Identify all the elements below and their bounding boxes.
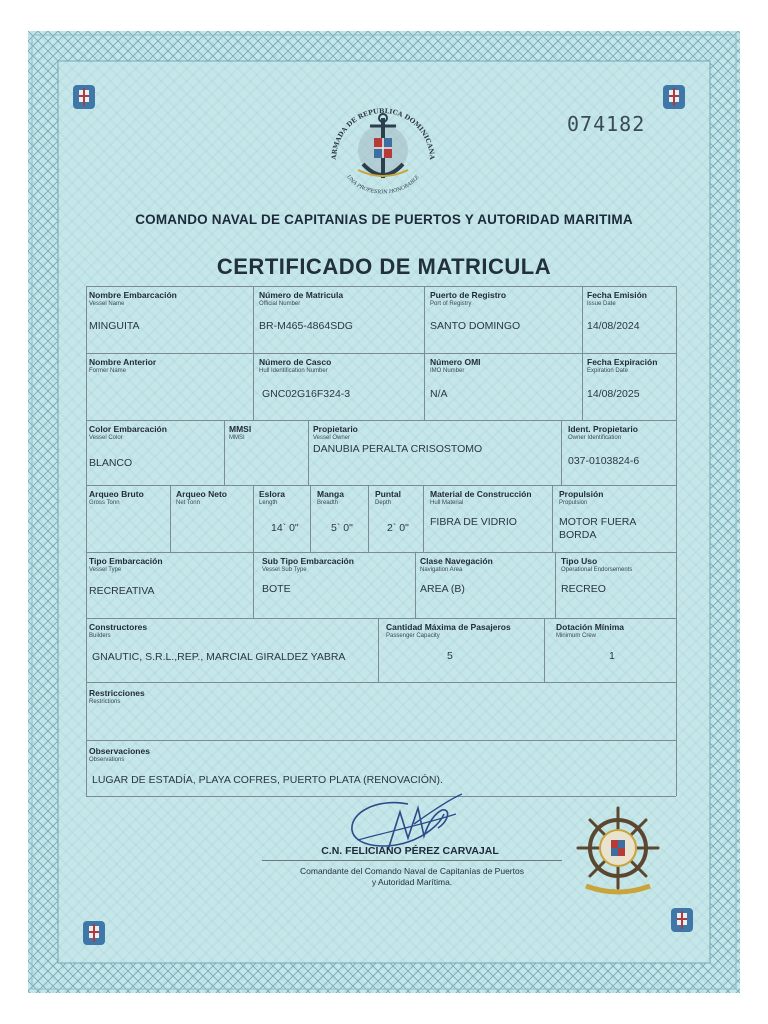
builders-value: GNAUTIC, S.R.L.,REP., MARCIAL GIRALDEZ YABRA [92,651,346,663]
net-tonn-label: Arqueo Neto [176,489,227,499]
imo-number-label: Número OMI [430,357,481,367]
minimum-crew-sublabel: Minimum Crew [556,633,597,639]
length-sublabel: Length [259,500,278,506]
navy-emblem-icon [318,90,448,200]
expiration-date-value: 14/08/2025 [587,388,640,400]
observations-label: Observaciones [89,746,150,756]
former-name-sublabel: Former Name [89,368,127,374]
hull-material-label: Material de Construcción [430,489,532,499]
vessel-sub-type-sublabel: Vessel Sub Type [262,567,307,573]
signatory-role-line1: Comandante del Comando Naval de Capitanías de Puertos [300,866,524,876]
builders-label: Constructores [89,622,148,632]
passenger-capacity-label: Cantidad Máxima de Pasajeros [386,622,511,632]
vessel-type-value: RECREATIVA [89,585,155,597]
mmsi-label: MMSI [229,424,252,434]
official-number-label: Número de Matricula [259,290,344,300]
vessel-sub-type-label: Sub Tipo Embarcación [262,556,354,566]
length-label: Eslora [259,489,285,499]
operational-use-sublabel: Operational Endorsements [561,567,633,573]
vessel-name-value: MINGUITA [89,320,140,332]
vessel-owner-sublabel: Vessel Owner [313,435,351,441]
depth-value: 2` 0" [387,522,409,534]
length-value: 14` 0" [271,522,299,534]
mmsi-sublabel: MMSI [229,435,245,441]
vessel-type-label: Tipo Embarcación [89,556,163,566]
svg-text:UNA PROFESIÓN HONORABLE: UNA PROFESIÓN HONORABLE [345,174,421,196]
owner-id-label: Ident. Propietario [568,424,638,434]
former-name-label: Nombre Anterior [89,357,157,367]
issue-date-sublabel: Issue Date [587,301,616,307]
imo-number-sublabel: IMO Number [430,368,465,374]
corner-crest-icon [668,905,696,935]
hull-id-sublabel: Hull Identification Number [259,368,328,374]
vessel-owner-label: Propietario [313,424,358,434]
port-of-registry-label: Puerto de Registro [430,290,507,300]
observations-sublabel: Observations [89,757,125,763]
vessel-name-label: Nombre Embarcación [89,290,177,300]
vessel-color-sublabel: Vessel Color [89,435,123,441]
passenger-capacity-sublabel: Passenger Capacity [386,633,440,639]
minimum-crew-label: Dotación Mínima [556,622,625,632]
port-of-registry-value: SANTO DOMINGO [430,320,521,332]
port-of-registry-sublabel: Port of Registry [430,301,472,307]
gross-tonn-label: Arqueo Bruto [89,489,144,499]
navigation-area-sublabel: Navigation Area [420,567,463,573]
vessel-color-value: BLANCO [89,457,133,469]
operational-use-value: RECREO [561,583,606,595]
owner-id-sublabel: Owner Identification [568,435,622,441]
operational-use-label: Tipo Uso [561,556,598,566]
propulsion-label: Propulsión [559,489,604,499]
expiration-date-label: Fecha Expiración [587,357,658,367]
corner-crest-icon [80,918,108,948]
official-number-sublabel: Official Number [259,301,301,307]
depth-sublabel: Depth [375,500,392,506]
official-number-value: BR-M465-4864SDG [259,320,353,332]
breadth-value: 5` 0" [331,522,353,534]
hull-material-value: FIBRA DE VIDRIO [430,516,517,528]
corner-crest-icon [70,82,98,112]
hull-id-label: Número de Casco [259,357,332,367]
propulsion-value-line2: BORDA [559,529,597,541]
observations-value: LUGAR DE ESTADÍA, PLAYA COFRES, PUERTO PLATA (RENOVACIÓN). [92,774,443,786]
restrictions-label: Restricciones [89,688,145,698]
issue-date-value: 14/08/2024 [587,320,640,332]
signatory-name: C.N. FELICIANO PÉREZ CARVAJAL [321,845,499,857]
propulsion-value-line1: MOTOR FUERA [559,516,637,528]
navigation-area-label: Clase Navegación [420,556,493,566]
vessel-type-sublabel: Vessel Type [89,567,122,573]
owner-id-value: 037-0103824-6 [568,455,640,467]
expiration-date-sublabel: Expiration Date [587,368,629,374]
breadth-sublabel: Breadth [317,500,339,506]
vessel-color-label: Color Embarcación [89,424,167,434]
vessel-name-sublabel: Vessel Name [89,301,125,307]
corner-crest-icon [660,82,688,112]
imo-number-value: N/A [430,388,448,400]
certificate-title: CERTIFICADO DE MATRICULA [216,254,552,279]
vessel-owner-value: DANUBIA PERALTA CRISOSTOMO [313,443,483,455]
hull-id-value: GNC02G16F324-3 [262,388,351,400]
gross-tonn-sublabel: Gross Tonn [89,500,120,506]
issuing-authority: COMANDO NAVAL DE CAPITANIAS DE PUERTOS Y AUTORIDAD MARITIMA [135,212,633,227]
minimum-crew-value: 1 [609,650,615,662]
breadth-label: Manga [317,489,344,499]
passenger-capacity-value: 5 [447,650,453,662]
signatory-role-line2: y Autoridad Marítima. [371,877,453,887]
svg-text:ARMADA DE REPUBLICA DOMINICANA: ARMADA DE REPUBLICA DOMINICANA [329,106,437,160]
depth-label: Puntal [375,489,401,499]
net-tonn-sublabel: Net Tonn [176,500,200,506]
serial-number: 074182 [567,112,646,136]
signatory-role [262,866,562,888]
issue-date-label: Fecha Emisión [587,290,647,300]
propulsion-sublabel: Propulsion [559,500,588,506]
ship-wheel-seal-icon [572,802,664,902]
signature-line [262,860,562,861]
builders-sublabel: Builders [89,633,111,639]
navigation-area-value: AREA (B) [420,583,465,595]
hull-material-sublabel: Hull Material [430,500,464,506]
restrictions-sublabel: Restrictions [89,699,121,705]
vessel-sub-type-value: BOTE [262,583,291,595]
